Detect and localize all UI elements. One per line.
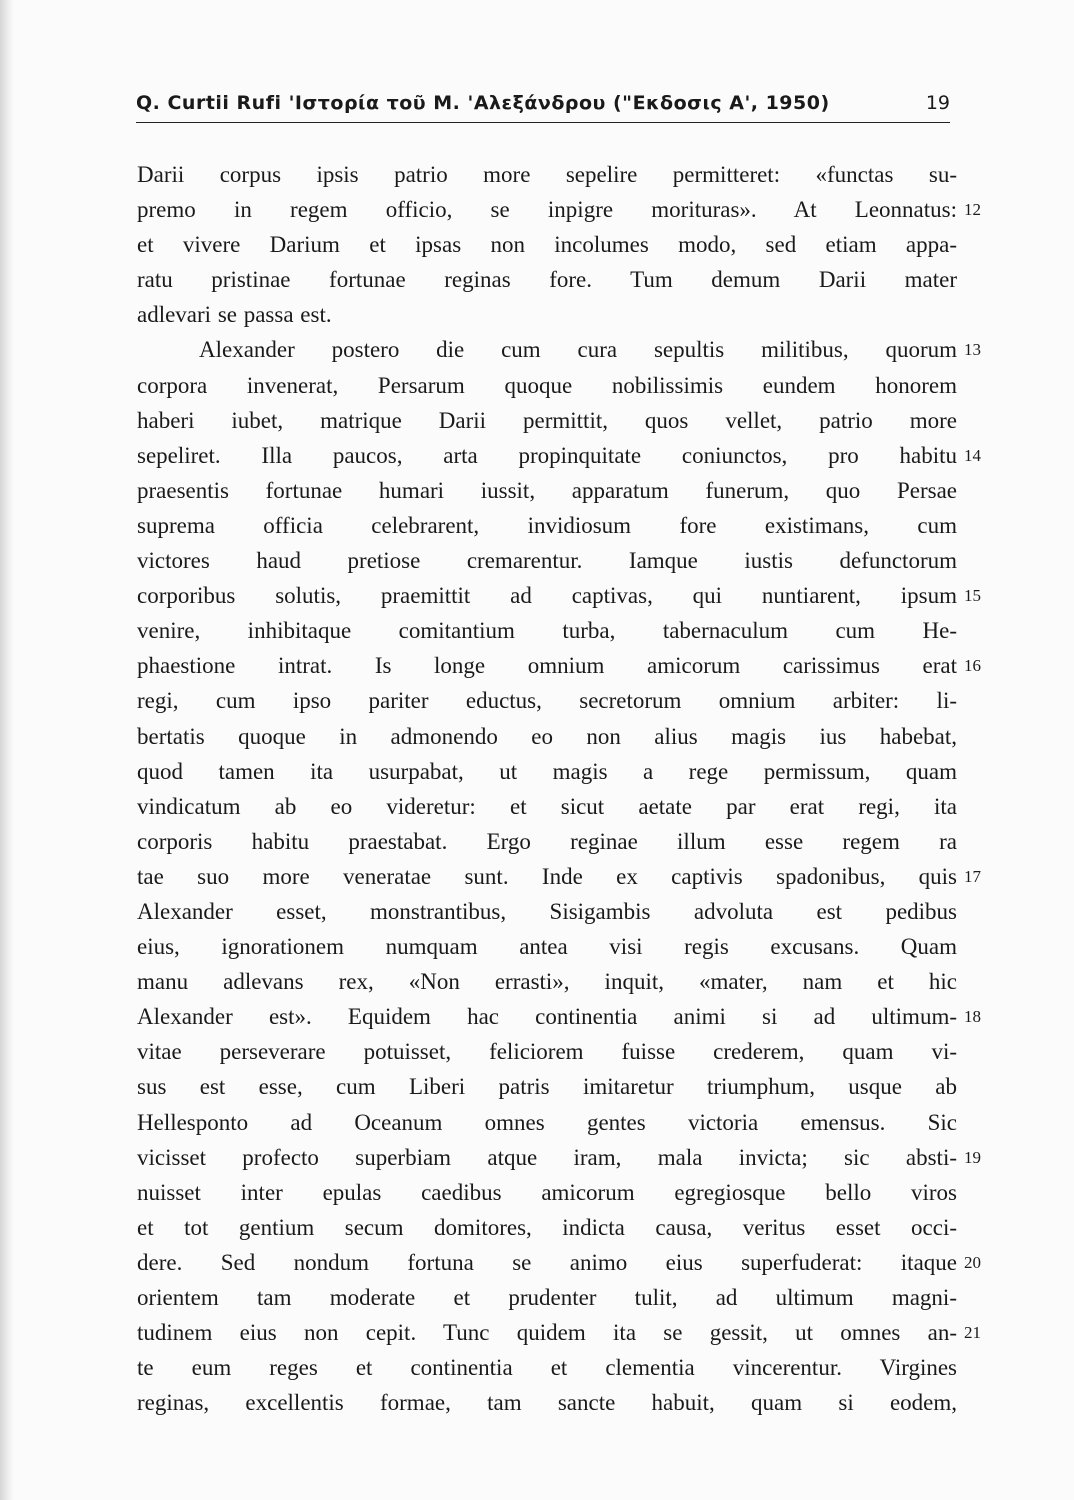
text-line xyxy=(137,262,957,297)
margin-number: 20 xyxy=(964,1252,981,1272)
text-line xyxy=(137,438,981,473)
text-line xyxy=(137,368,957,403)
line-text: te eum reges et continentia et clementia vincerentur. Virgines xyxy=(137,1355,957,1381)
text-line xyxy=(137,543,957,578)
line-text: vicisset profecto superbiam atque iram, mala invicta; sic absti- xyxy=(137,1144,957,1170)
text-line xyxy=(137,754,957,789)
line-text: orientem tam moderate et prudenter tulit, ad ultimum magni- xyxy=(137,1285,957,1310)
margin-number: 12 xyxy=(964,200,981,220)
text-line xyxy=(137,894,957,929)
body-text xyxy=(137,157,981,1420)
text-line xyxy=(137,1105,957,1140)
line-text: ratu pristinae fortunae reginas fore. Tum demum Darii mater xyxy=(137,267,957,293)
text-line xyxy=(137,1350,957,1385)
line-text: Alexander est». Equidem hac continentia animi si ad ultimum- xyxy=(137,1004,957,1030)
text-line xyxy=(137,578,981,613)
text-line xyxy=(137,719,957,754)
margin-number: 18 xyxy=(964,1007,981,1027)
margin-number: 17 xyxy=(964,866,981,886)
text-line xyxy=(137,1034,957,1069)
line-text: haberi iubet, matrique Darii permittit, quos vellet, patrio more xyxy=(137,407,957,433)
line-text: quod tamen ita usurpabat, ut magis a rege permissum, quam xyxy=(137,758,957,784)
line-text: Darii corpus ipsis patrio more sepelire permitteret: «functas su- xyxy=(137,162,957,187)
text-line xyxy=(137,1315,981,1350)
text-line xyxy=(137,297,957,332)
line-text: vitae perseverare potuisset, feliciorem fuisse crederem, quam vi- xyxy=(137,1039,957,1065)
margin-number: 14 xyxy=(964,445,981,465)
text-line xyxy=(137,473,957,508)
line-text: venire, inhibitaque comitantium turba, tabernaculum cum He- xyxy=(137,618,957,644)
line-text: dere. Sed nondum fortuna se animo eius superfuderat: itaque xyxy=(137,1249,957,1275)
text-line xyxy=(137,227,957,262)
line-text: bertatis quoque in admonendo eo non alius magis ius habebat, xyxy=(137,723,957,749)
text-line xyxy=(137,683,957,718)
line-text: sepeliret. Illa paucos, arta propinquitate coniunctos, pro habitu xyxy=(137,442,957,468)
line-text: regi, cum ipso pariter eductus, secretorum omnium arbiter: li- xyxy=(137,688,957,714)
line-text: adlevari se passa est. xyxy=(137,302,332,328)
line-text: phaestione intrat. Is longe omnium amicorum carissimus erat xyxy=(137,653,957,679)
line-text: Alexander esset, monstrantibus, Sisigambis advoluta est pedibus xyxy=(137,898,957,924)
line-text: nuisset inter epulas caedibus amicorum egregiosque bello viros xyxy=(137,1179,957,1205)
margin-number: 13 xyxy=(964,340,981,360)
text-line xyxy=(137,859,981,894)
text-line xyxy=(137,403,957,438)
line-text: suprema officia celebrarent, invidiosum fore existimans, cum xyxy=(137,512,957,538)
line-text: Hellesponto ad Oceanum omnes gentes victoria emensus. Sic xyxy=(137,1109,957,1135)
page-number: 19 xyxy=(925,92,950,114)
text-line xyxy=(137,1069,957,1104)
line-text: reginas, excellentis formae, tam sancte habuit, quam si eodem, xyxy=(137,1390,957,1416)
line-text: manu adlevans rex, «Non errasti», inquit, «mater, nam et hic xyxy=(137,969,957,995)
margin-number: 19 xyxy=(964,1147,981,1167)
header-title: Q. Curtii Rufi 'Ιστορία τοῦ Μ. 'Αλεξάνδρου ("Εκδοσις Α', 1950) xyxy=(136,92,830,114)
text-line xyxy=(137,1140,981,1175)
text-line xyxy=(137,613,957,648)
text-line xyxy=(137,1175,957,1210)
line-text: corporibus solutis, praemittit ad captivas, qui nuntiarent, ipsum xyxy=(137,583,957,609)
text-line xyxy=(137,789,957,824)
running-header xyxy=(136,92,950,123)
line-text: et vivere Darium et ipsas non incolumes modo, sed etiam appa- xyxy=(137,232,957,258)
line-text: eius, ignorationem numquam antea visi regis excusans. Quam xyxy=(137,934,957,960)
text-line xyxy=(137,1385,957,1420)
line-text: premo in regem officio, se inpigre morituras». At Leonnatus: xyxy=(137,197,957,223)
text-line xyxy=(137,648,981,683)
text-line xyxy=(137,824,957,859)
line-text: et tot gentium secum domitores, indicta causa, veritus esset occi- xyxy=(137,1214,957,1240)
text-line xyxy=(137,1210,957,1245)
line-text: corpora invenerat, Persarum quoque nobilissimis eundem honorem xyxy=(137,372,957,398)
line-text: sus est esse, cum Liberi patris imitaretur triumphum, usque ab xyxy=(137,1074,957,1100)
text-line xyxy=(137,508,957,543)
text-line xyxy=(137,1280,957,1315)
margin-number: 21 xyxy=(964,1323,981,1343)
line-text: corporis habitu praestabat. Ergo reginae illum esse regem ra xyxy=(137,828,957,854)
text-line xyxy=(137,192,981,227)
text-line xyxy=(137,929,957,964)
margin-number: 16 xyxy=(964,656,981,676)
line-text: Alexander postero die cum cura sepultis militibus, quorum xyxy=(199,337,957,363)
text-line xyxy=(137,999,981,1034)
line-text: tae suo more veneratae sunt. Inde ex captivis spadonibus, quis xyxy=(137,863,957,889)
line-text: tudinem eius non cepit. Tunc quidem ita se gessit, ut omnes an- xyxy=(137,1320,957,1346)
line-text: praesentis fortunae humari iussit, apparatum funerum, quo Persae xyxy=(137,477,957,503)
text-line xyxy=(137,332,981,367)
text-line xyxy=(137,157,957,192)
page-binding-shadow xyxy=(0,0,14,1500)
line-text: vindicatum ab eo videretur: et sicut aetate par erat regi, ita xyxy=(137,793,957,819)
text-line xyxy=(137,964,957,999)
text-line xyxy=(137,1245,981,1280)
margin-number: 15 xyxy=(964,586,981,606)
line-text: victores haud pretiose cremarentur. Iamque iustis defunctorum xyxy=(137,548,957,574)
